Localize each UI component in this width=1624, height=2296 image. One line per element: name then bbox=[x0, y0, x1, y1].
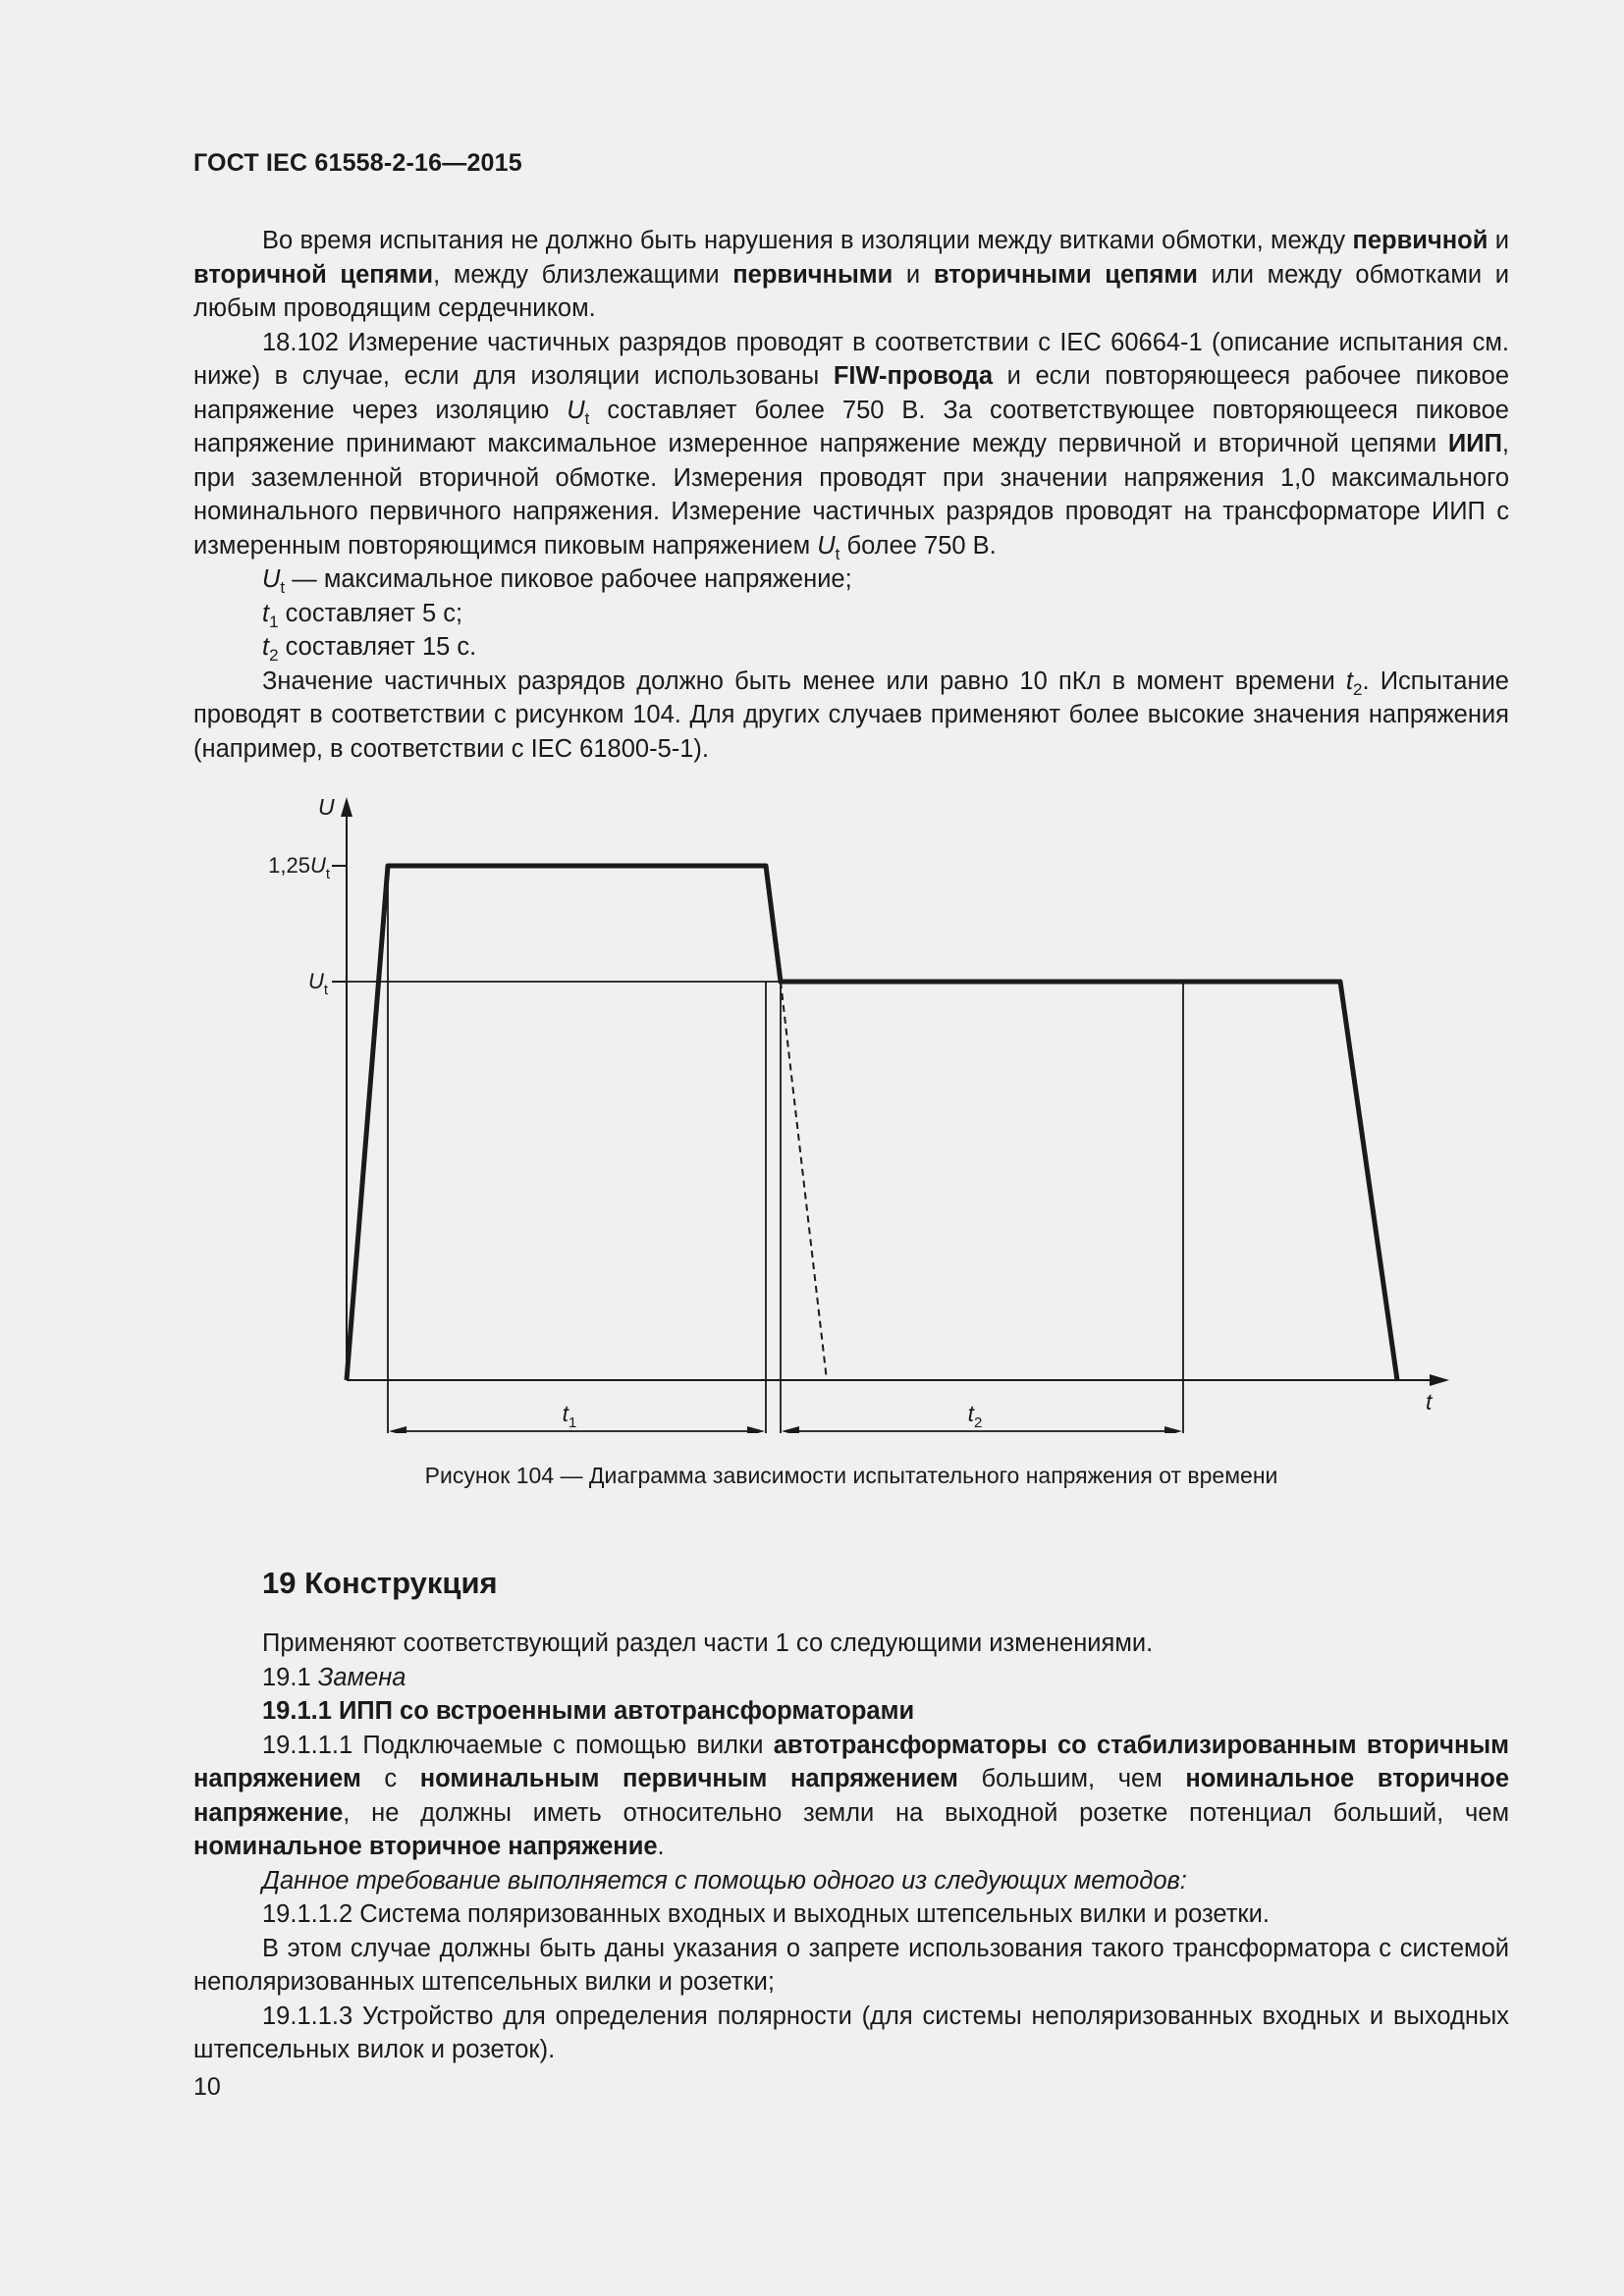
subheading-19-1-1: 19.1.1 ИПП со встроенными автотрансформаторами bbox=[262, 1697, 915, 1725]
figure-caption: Рисунок 104 — Диаграмма зависимости испытательного напряжения от времени bbox=[424, 1463, 1278, 1488]
dashed-decay-line bbox=[781, 982, 827, 1380]
paragraph-19-1-1-3: 19.1.1.3 Устройство для определения полярности (для системы неполяризованных входных и выходных штепсельных вилок и розеток). bbox=[193, 2002, 1509, 2063]
paragraph-intro: Применяют соответствующий раздел части 1 со следующими изменениями. bbox=[262, 1629, 1154, 1657]
figure-104 bbox=[236, 785, 1473, 1433]
paragraph-methods: Данное требование выполняется с помощью одного из следующих методов: bbox=[262, 1866, 1187, 1895]
paragraph-18-102: 18.102 Измерение частичных разрядов проводят в соответствии с IEC 60664-1 (описание испытания см. ниже) в случае, если для изоляции использованы FIW-провода и если повторяющееся рабочее пиковое напряжение через изоляцию $U_t$ составляет более 750 В. За соответствующее повторяющееся пиковое напряжение принимают максимальное измеренное напряжение между первичной и вторичной цепями ИИП, при заземленной вторичной обмотке. Измерения проводят при значении напряжения 1,0 максимального номинального первичного напряжения. Измерение частичных разрядов проводят на трансформаторе ИИП с измеренным повторяющимся пиковым напряжением $U_t$ более 750 В. bbox=[193, 328, 1509, 563]
definition-t1: $t_1$ составляет 5 с; bbox=[262, 599, 463, 631]
definition-t2: $t_2$ составляет 15 с. bbox=[262, 633, 477, 665]
t1-arrow-left bbox=[389, 1426, 406, 1433]
paragraph-19-1: 19.1 Замена bbox=[262, 1663, 406, 1691]
y-axis-label: U bbox=[318, 794, 335, 820]
paragraph-19-1-1-2: 19.1.1.2 Система поляризованных входных и выходных штепсельных вилки и розетки. bbox=[262, 1900, 1270, 1928]
x-axis-arrow bbox=[1430, 1374, 1449, 1386]
document-header: ГОСТ IEC 61558-2-16—2015 bbox=[193, 149, 522, 177]
section-heading: 19 Конструкция bbox=[262, 1566, 498, 1600]
page-number: 10 bbox=[193, 2073, 221, 2101]
y-axis-arrow bbox=[341, 797, 352, 817]
t2-arrow-left bbox=[782, 1426, 799, 1433]
interval-t1-label: $t_1$ bbox=[562, 1401, 577, 1431]
interval-t2-label: $t_2$ bbox=[967, 1401, 983, 1431]
paragraph-polarized-note: В этом случае должны быть даны указания о запрете использования такого трансформатора с системой неполяризованных штепсельных вилки и розетки; bbox=[193, 1934, 1509, 1996]
t2-arrow-right bbox=[1164, 1426, 1182, 1433]
test-voltage-waveform bbox=[347, 866, 1397, 1380]
x-axis-label: t bbox=[1426, 1389, 1433, 1415]
t1-arrow-right bbox=[747, 1426, 765, 1433]
paragraph-insulation: Во время испытания не должно быть нарушения в изоляции между витками обмотки, между первичной и вторичной цепями, между близлежащими первичными и вторичными цепями или между обмотками и любым проводящим сердечником. bbox=[193, 227, 1509, 322]
paragraph-partial-discharge: Значение частичных разрядов должно быть менее или равно 10 пКл в момент времени $t_2$. Испытание проводят в соответствии с рисунком 104. Для других случаев применяют более высокие значения напряжения (например, в соответствии с IEC 61800-5-1). bbox=[193, 667, 1509, 763]
level-high-label: $1,25U_t$ bbox=[268, 853, 330, 882]
level-low-label: $U_t$ bbox=[307, 969, 328, 998]
voltage-time-diagram bbox=[236, 785, 1473, 1433]
definition-ut: $U_t$ — максимальное пиковое рабочее напряжение; bbox=[262, 565, 852, 597]
body-text-top bbox=[193, 224, 1509, 766]
body-text-section-19 bbox=[193, 1627, 1509, 2067]
paragraph-19-1-1-1: 19.1.1.1 Подключаемые с помощью вилки автотрансформаторы со стабилизированным вторичным напряжением с номинальным первичным напряжением большим, чем номинальное вторичное напряжение, не должны иметь относительно земли на выходной розетке потенциал больший, чем номинальное вторичное напряжение. bbox=[193, 1731, 1510, 1860]
